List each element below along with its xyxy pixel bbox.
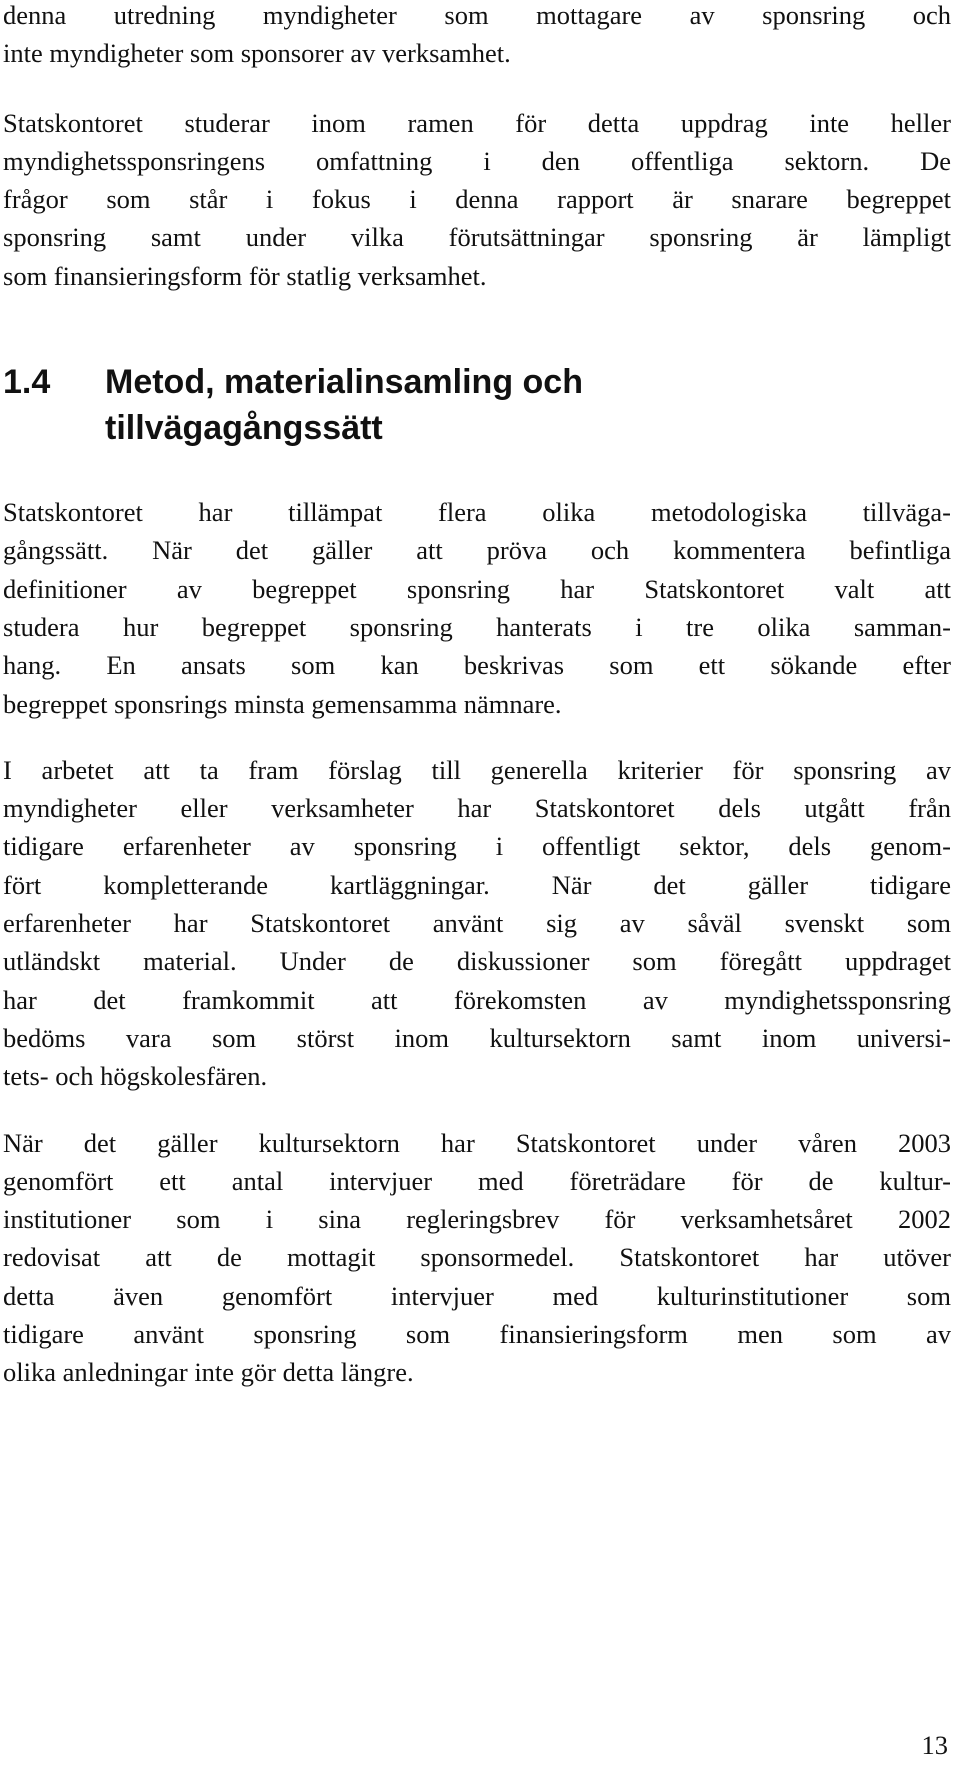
- text-line: redovisat att de mottagit sponsormedel. Statskontoret har utöver: [3, 1242, 951, 1273]
- section-title-line: Metod, materialinsamling och: [105, 363, 583, 402]
- paragraph-method: [3, 493, 951, 723]
- text-line: detta även genomfört intervjuer med kulturinstitutioner som: [3, 1280, 951, 1311]
- text-line: bedöms vara som störst inom kultursektorn samt inom universi-: [3, 1022, 951, 1053]
- text-line: tidigare erfarenheter av sponsring i offentligt sektor, dels genom-: [3, 831, 951, 862]
- text-line: har det framkommit att förekomsten av myndighetssponsring: [3, 984, 951, 1015]
- text-line: fört kompletterande kartläggningar. När det gäller tidigare: [3, 869, 951, 900]
- text-line: tets- och högskolesfären.: [3, 1061, 268, 1092]
- text-line: genomfört ett antal intervjuer med företrädare för de kultur-: [3, 1165, 951, 1196]
- text-line: inte myndigheter som sponsorer av verksamhet.: [3, 38, 511, 69]
- text-line: begreppet sponsrings minsta gemensamma nämnare.: [3, 688, 562, 719]
- text-line: sponsring samt under vilka förutsättningar sponsring är lämpligt: [3, 222, 951, 253]
- text-line: som finansieringsform för statlig verksamhet.: [3, 260, 487, 291]
- paragraph-culture-sector: [3, 1124, 951, 1392]
- text-line: När det gäller kultursektorn har Statskontoret under våren 2003: [3, 1127, 951, 1158]
- section-heading: [3, 359, 951, 451]
- page-number: 13: [921, 1730, 948, 1760]
- section-title: [105, 359, 951, 451]
- text-line: myndigheter eller verksamheter har Statskontoret dels utgått från: [3, 793, 951, 824]
- text-line: Statskontoret studerar inom ramen för detta uppdrag inte heller: [3, 107, 951, 138]
- text-line: definitioner av begreppet sponsring har Statskontoret valt att: [3, 573, 951, 604]
- text-line: studera hur begreppet sponsring hanterats i tre olika samman-: [3, 611, 951, 642]
- text-line: Statskontoret har tillämpat flera olika metodologiska tillväga-: [3, 497, 951, 528]
- paragraph-intro-continuation: [3, 0, 951, 73]
- paragraph-criteria: [3, 751, 951, 1096]
- section-title-line: tillvägagångssätt: [105, 409, 383, 448]
- section-number: 1.4: [3, 363, 51, 402]
- text-line: olika anledningar inte gör detta längre.: [3, 1357, 414, 1388]
- text-line: frågor som står i fokus i denna rapport är snarare begreppet: [3, 184, 951, 215]
- text-line: hang. En ansats som kan beskrivas som ett sökande efter: [3, 650, 951, 681]
- text-line: erfarenheter har Statskontoret använt sig av såväl svenskt som: [3, 908, 951, 939]
- paragraph-scope: [3, 104, 951, 295]
- text-line: utländskt material. Under de diskussioner som föregått uppdraget: [3, 946, 951, 977]
- text-line: tidigare använt sponsring som finansieringsform men som av: [3, 1319, 951, 1350]
- text-line: institutioner som i sina regleringsbrev för verksamhetsåret 2002: [3, 1204, 951, 1235]
- page-content: [3, 0, 951, 1392]
- text-line: I arbetet att ta fram förslag till generella kriterier för sponsring av: [3, 754, 951, 785]
- text-line: myndighetssponsringens omfattning i den offentliga sektorn. De: [3, 145, 951, 176]
- text-line: gångssätt. När det gäller att pröva och kommentera befintliga: [3, 535, 951, 566]
- text-line: denna utredning myndigheter som mottagare av sponsring och: [3, 0, 951, 30]
